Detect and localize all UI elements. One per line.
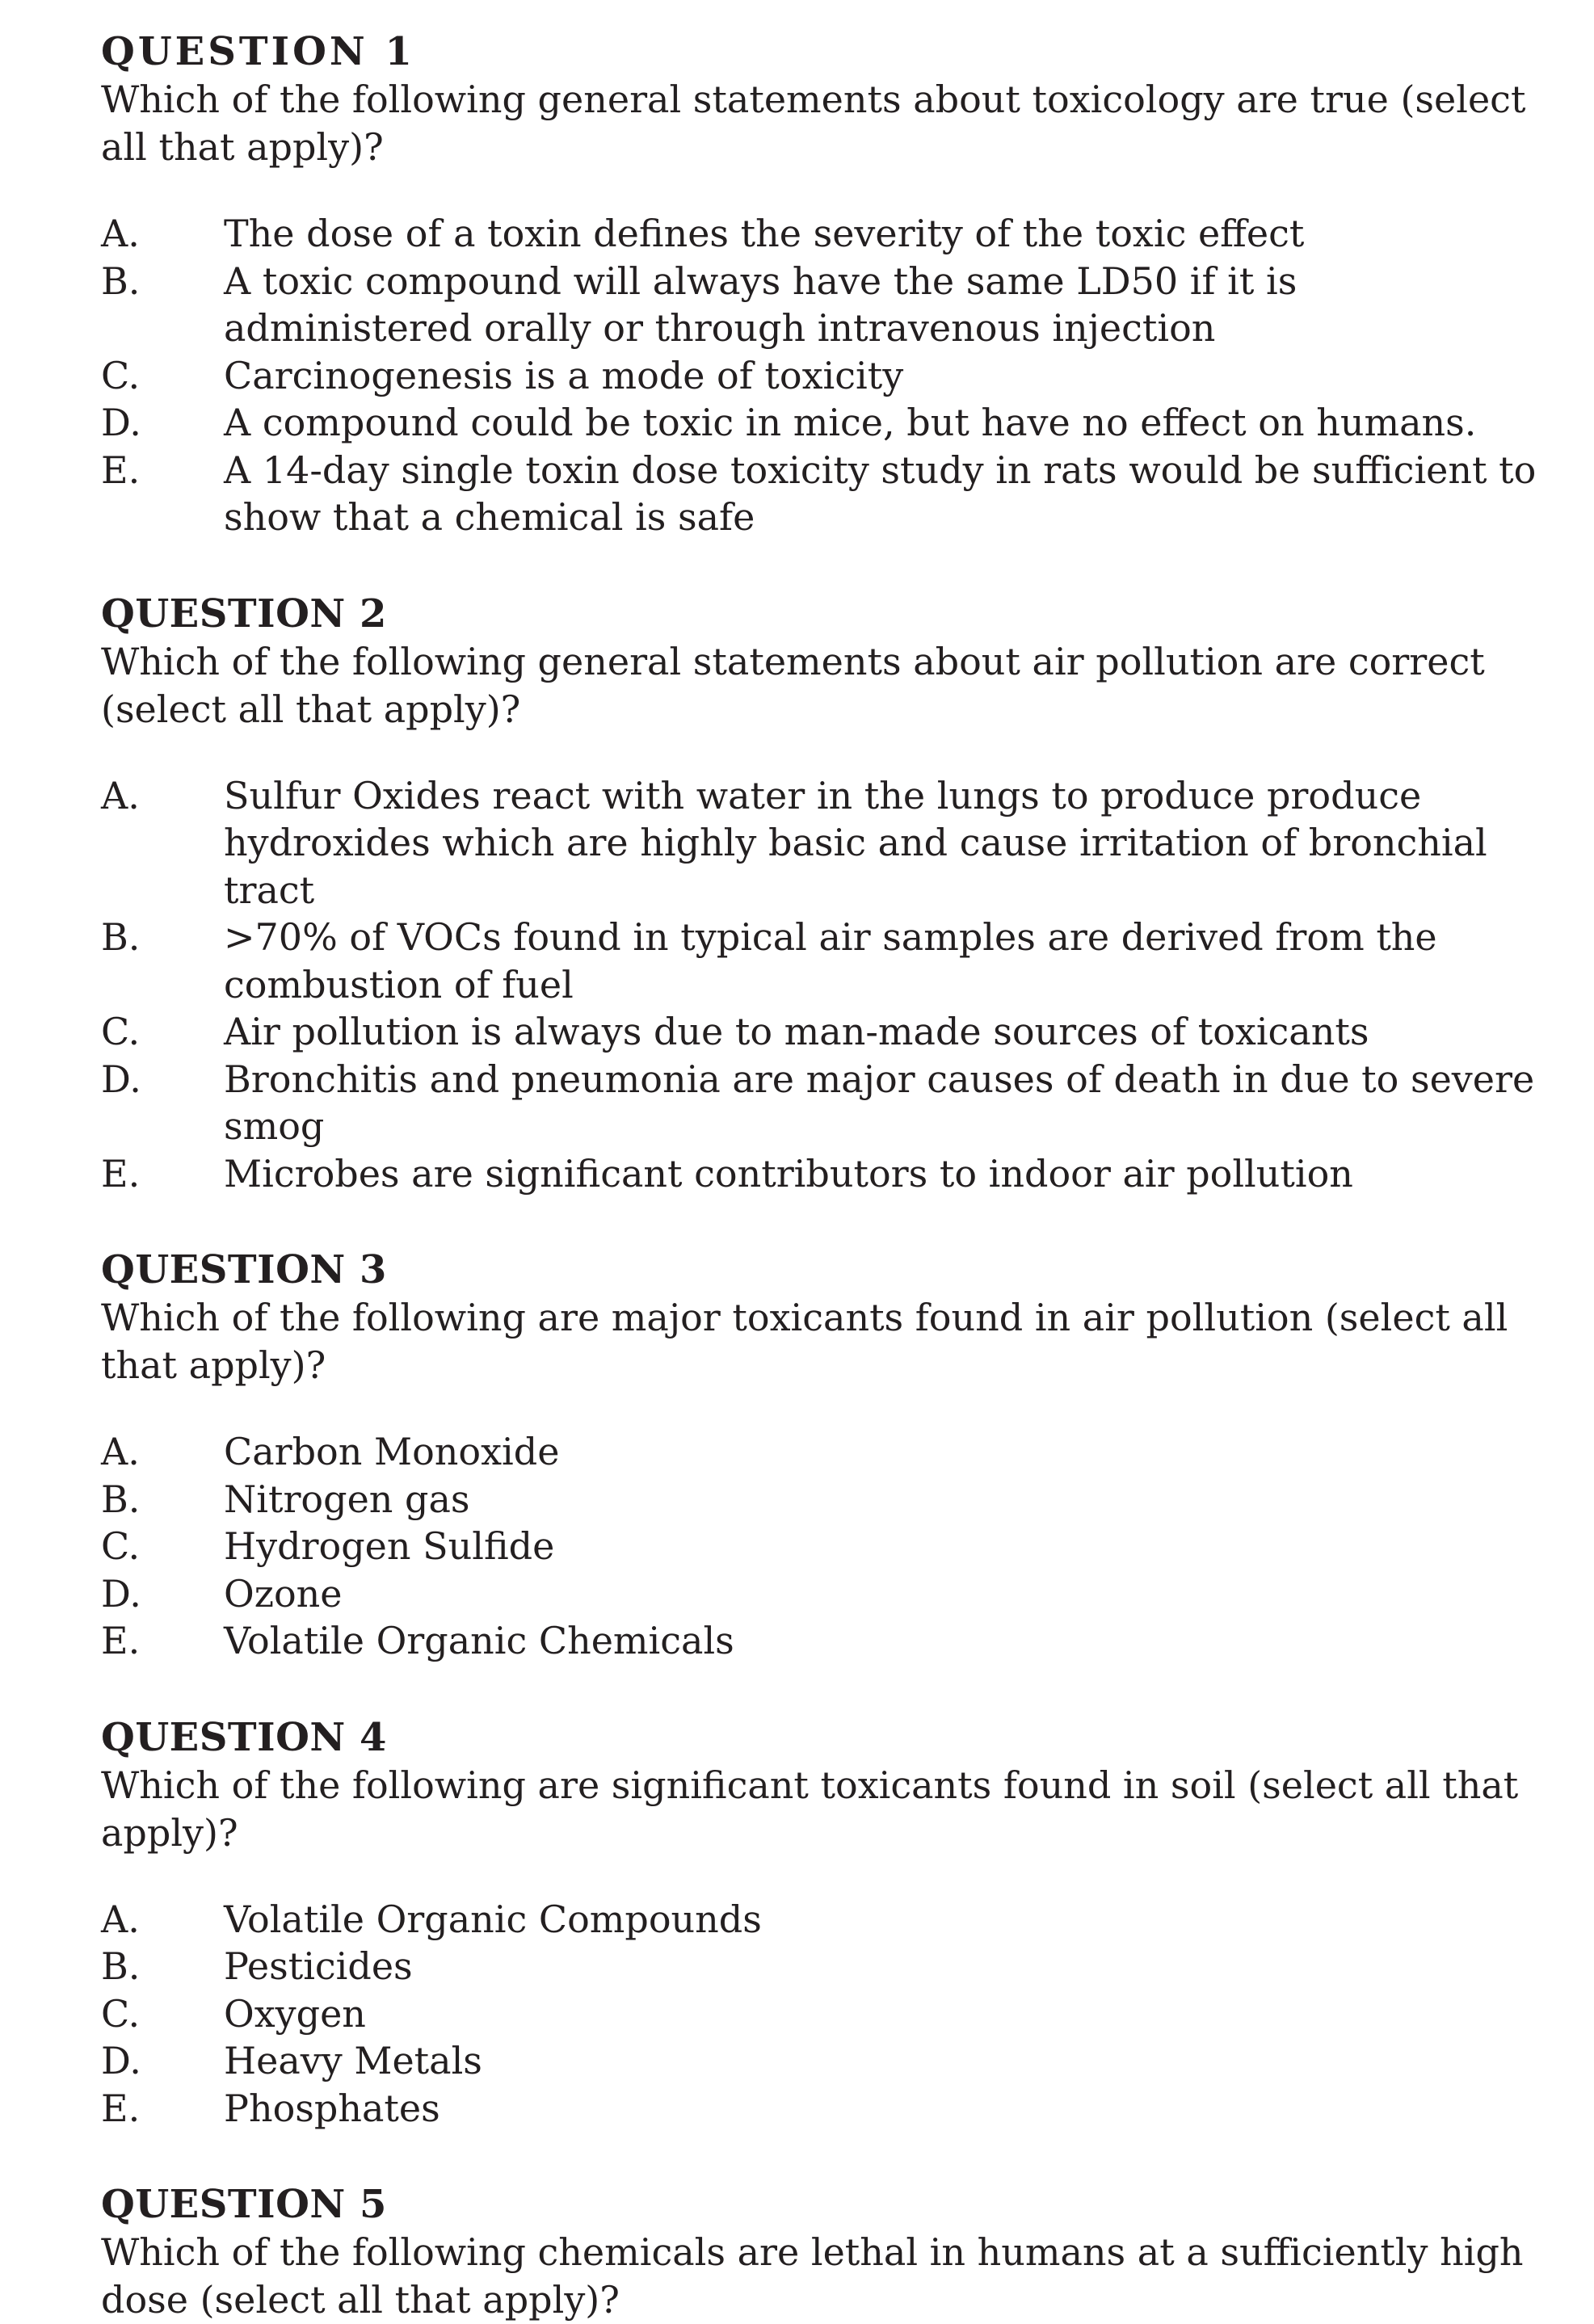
spacer	[101, 1665, 1555, 1713]
option-text: Pesticides	[224, 1944, 413, 1988]
option-text: Nitrogen gas	[224, 1477, 470, 1521]
option-text: >70% of VOCs found in typical air samples are derived from the combustion of fuel	[224, 915, 1437, 1007]
spacer	[101, 541, 1555, 590]
option-text: A compound could be toxic in mice, but have no effect on humans.	[224, 401, 1477, 444]
question-prompt: Which of the following are significant toxicants found in soil (select all that apply)?	[101, 1763, 1519, 1855]
answer-option[interactable]	[101, 2037, 1555, 2085]
answer-option[interactable]	[101, 1150, 1555, 1198]
answer-option[interactable]	[101, 399, 1555, 447]
question-4	[101, 1713, 1555, 2133]
option-text: A 14-day single toxin dose toxicity study in rats would be sufficient to show that a chemical is safe	[224, 448, 1537, 539]
option-text: Hydrogen Sulfide	[224, 1524, 555, 1568]
answer-option[interactable]	[101, 772, 1555, 914]
question-heading: QUESTION 4	[101, 1714, 387, 1760]
question-heading: QUESTION 5	[101, 2182, 387, 2227]
answer-option[interactable]	[101, 1008, 1555, 1056]
option-letter: A.	[101, 773, 140, 817]
answer-options	[101, 1428, 1555, 1665]
answer-option[interactable]	[101, 210, 1555, 258]
option-letter: C.	[101, 353, 141, 397]
option-letter: E.	[101, 1151, 141, 1196]
answer-option[interactable]	[101, 1570, 1555, 1618]
answer-option[interactable]	[101, 1523, 1555, 1570]
option-letter: A.	[101, 1897, 140, 1941]
question-heading: QUESTION 3	[101, 1247, 387, 1292]
option-letter: D.	[101, 1057, 141, 1101]
spacer	[101, 1197, 1555, 1246]
quiz-page	[101, 27, 1555, 2324]
question-heading: QUESTION 1	[101, 29, 415, 74]
answer-option[interactable]	[101, 1056, 1555, 1150]
question-5	[101, 2180, 1555, 2324]
option-letter: E.	[101, 2086, 141, 2130]
option-text: Air pollution is always due to man-made sources of toxicants	[224, 1010, 1369, 1053]
option-letter: A.	[101, 1430, 140, 1473]
option-text: The dose of a toxin defines the severity of the toxic effect	[224, 212, 1305, 255]
option-letter: D.	[101, 1571, 141, 1616]
option-text: Microbes are significant contributors to indoor air pollution	[224, 1151, 1353, 1196]
answer-option[interactable]	[101, 1617, 1555, 1665]
answer-option[interactable]	[101, 1943, 1555, 1990]
question-1	[101, 27, 1555, 541]
option-letter: A.	[101, 212, 140, 255]
answer-option[interactable]	[101, 914, 1555, 1008]
question-heading: QUESTION 2	[101, 590, 387, 637]
option-text: Carbon Monoxide	[224, 1430, 560, 1473]
question-prompt: Which of the following general statements about toxicology are true (select all that apply)?	[101, 78, 1526, 169]
option-letter: B.	[101, 258, 141, 303]
question-3	[101, 1246, 1555, 1665]
answer-option[interactable]	[101, 258, 1555, 352]
option-text: Carcinogenesis is a mode of toxicity	[224, 353, 904, 397]
answer-option[interactable]	[101, 352, 1555, 400]
answer-options	[101, 210, 1555, 541]
option-letter: E.	[101, 1619, 141, 1662]
option-letter: E.	[101, 448, 141, 492]
option-letter: B.	[101, 915, 141, 959]
answer-option[interactable]	[101, 1428, 1555, 1476]
question-prompt: Which of the following chemicals are lethal in humans at a sufficiently high dose (select all that apply)?	[101, 2230, 1524, 2322]
question-2	[101, 590, 1555, 1198]
answer-option[interactable]	[101, 1896, 1555, 1944]
answer-options	[101, 1896, 1555, 2133]
option-text: Phosphates	[224, 2086, 440, 2130]
option-text: A toxic compound will always have the same LD50 if it is administered orally or through intravenous injection	[224, 258, 1297, 350]
option-text: Volatile Organic Compounds	[224, 1897, 762, 1941]
option-text: Bronchitis and pneumonia are major causes of death in due to severe smog	[224, 1057, 1535, 1148]
option-letter: C.	[101, 1524, 141, 1568]
answer-option[interactable]	[101, 447, 1555, 541]
option-text: Ozone	[224, 1571, 343, 1616]
option-letter: C.	[101, 1010, 141, 1053]
answer-options	[101, 772, 1555, 1198]
option-text: Heavy Metals	[224, 2039, 482, 2082]
question-prompt: Which of the following general statements about air pollution are correct (select all that apply)?	[101, 639, 1485, 731]
option-letter: C.	[101, 1991, 141, 2036]
option-letter: B.	[101, 1944, 141, 1988]
spacer	[101, 2132, 1555, 2180]
option-text: Oxygen	[224, 1991, 366, 2036]
answer-option[interactable]	[101, 2085, 1555, 2133]
answer-option[interactable]	[101, 1476, 1555, 1523]
option-text: Sulfur Oxides react with water in the lungs to produce produce hydroxides which are highly basic and cause irritation of bronchial tract	[224, 773, 1487, 912]
question-prompt: Which of the following are major toxicants found in air pollution (select all that apply)?	[101, 1296, 1508, 1387]
option-letter: D.	[101, 2039, 141, 2082]
option-letter: B.	[101, 1477, 141, 1521]
option-letter: D.	[101, 401, 141, 444]
answer-option[interactable]	[101, 1990, 1555, 2038]
option-text: Volatile Organic Chemicals	[224, 1619, 734, 1662]
